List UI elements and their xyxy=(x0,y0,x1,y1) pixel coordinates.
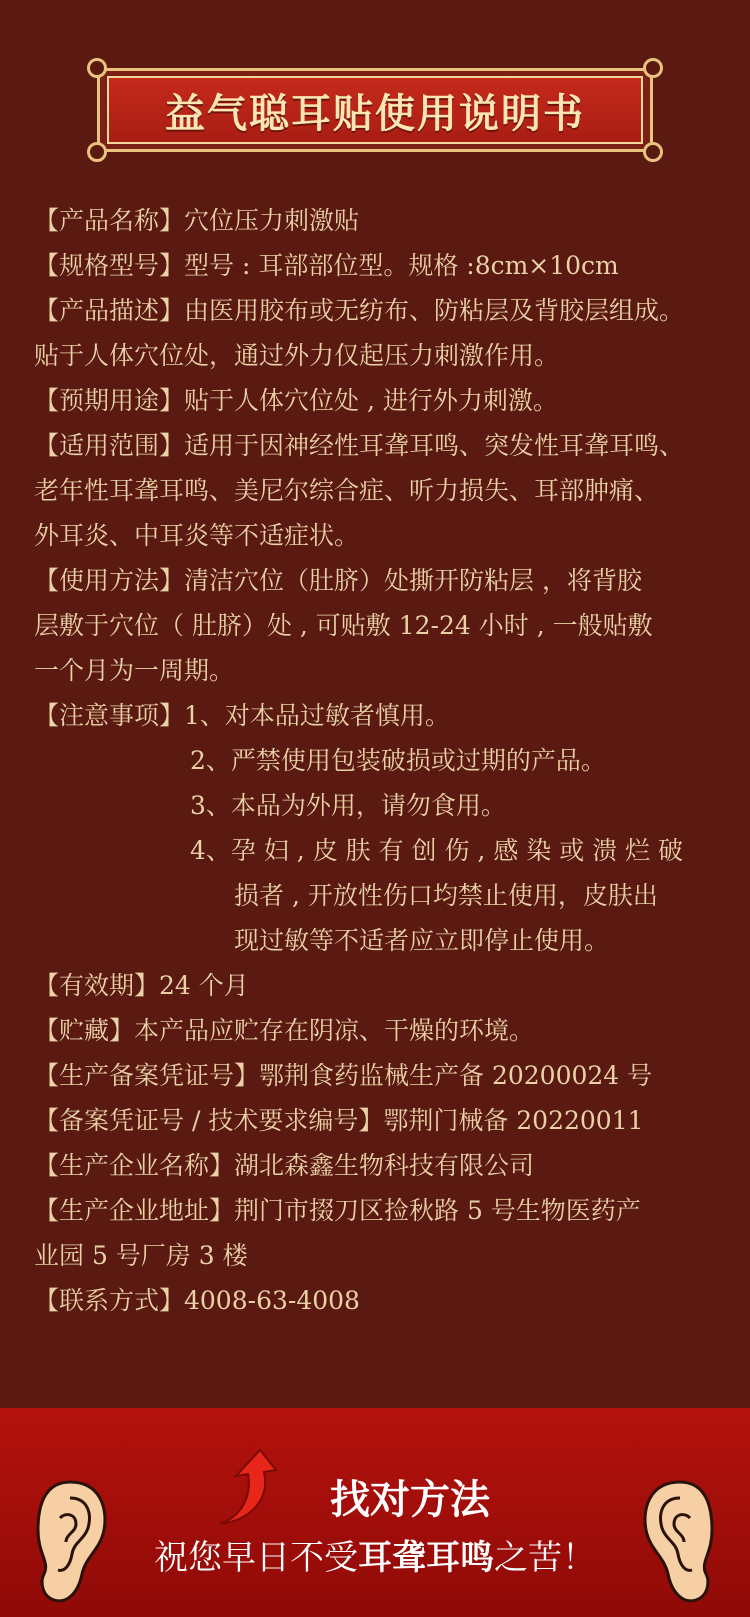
slogan-part: 之苦！ xyxy=(494,1538,596,1578)
page-title: 益气聪耳贴使用说明书 xyxy=(165,90,585,137)
slogan-emphasis: 耳聋耳鸣 xyxy=(358,1538,494,1578)
text-line: 【使用方法】清洁穴位（肚脐）处撕开防粘层 ，将背胶 xyxy=(34,566,642,595)
text-line: 【预期用途】贴于人体穴位处 , 进行外力刺激。 xyxy=(34,386,558,415)
text-line: 【规格型号】型号 : 耳部部位型。规格 :8cm×10cm xyxy=(34,251,619,280)
note-item: 2、严禁使用包装破损或过期的产品。 xyxy=(190,746,606,775)
text-line: 【生产备案凭证号】鄂荆食药监械生产备 20200024 号 xyxy=(34,1061,653,1090)
text-line: 【有效期】24 个月 xyxy=(34,971,249,1000)
text-line: 外耳炎、中耳炎等不适症状。 xyxy=(34,521,360,550)
banner-corner-ornament xyxy=(87,58,107,78)
text-line: 【产品名称】穴位压力刺激贴 xyxy=(34,206,360,235)
footer-slogan xyxy=(0,1530,750,1579)
note-item: 3、本品为外用，请勿食用。 xyxy=(190,791,506,820)
text-line: 【注意事项】1、对本品过敏者慎用。 xyxy=(34,701,450,730)
banner-corner-ornament xyxy=(643,58,663,78)
text-line: 【备案凭证号 / 技术要求编号】鄂荆门械备 20220011 xyxy=(34,1106,644,1135)
text-line: 业园 5 号厂房 3 楼 xyxy=(34,1241,248,1270)
title-banner xyxy=(97,68,653,152)
text-line: 【联系方式】4008-63-4008 xyxy=(34,1286,360,1315)
instruction-body xyxy=(34,198,724,1323)
text-line: 一个月为一周期。 xyxy=(34,656,235,685)
note-continuation: 现过敏等不适者应立即停止使用。 xyxy=(234,926,610,955)
text-line: 【适用范围】适用于因神经性耳聋耳鸣、突发性耳聋耳鸣、 xyxy=(34,431,685,460)
text-line: 老年性耳聋耳鸣、美尼尔综合症、听力损失、耳部肿痛、 xyxy=(34,476,660,505)
banner-corner-ornament xyxy=(87,142,107,162)
text-line: 【贮藏】本产品应贮存在阴凉、干燥的环境。 xyxy=(34,1016,535,1045)
text-line: 贴于人体穴位处，通过外力仅起压力刺激作用。 xyxy=(34,341,560,370)
note-item: 4、孕 妇 , 皮 肤 有 创 伤 , 感 染 或 溃 烂 破 xyxy=(190,836,684,865)
text-line: 【生产企业名称】湖北森鑫生物科技有限公司 xyxy=(34,1151,535,1180)
text-line: 层敷于穴位（ 肚脐）处 , 可贴敷 12-24 小时 , 一般贴敷 xyxy=(34,611,653,640)
footer-headline: 找对方法 xyxy=(330,1477,490,1523)
footer-banner xyxy=(0,1408,750,1617)
banner-corner-ornament xyxy=(643,142,663,162)
note-continuation: 损者 , 开放性伤口均禁止使用，皮肤出 xyxy=(234,881,658,910)
slogan-part: 祝您早日不受 xyxy=(154,1538,358,1578)
text-line: 【产品描述】由医用胶布或无纺布、防粘层及背胶层组成。 xyxy=(34,296,685,325)
text-line: 【生产企业地址】荆门市掇刀区捡秋路 5 号生物医药产 xyxy=(34,1196,641,1225)
